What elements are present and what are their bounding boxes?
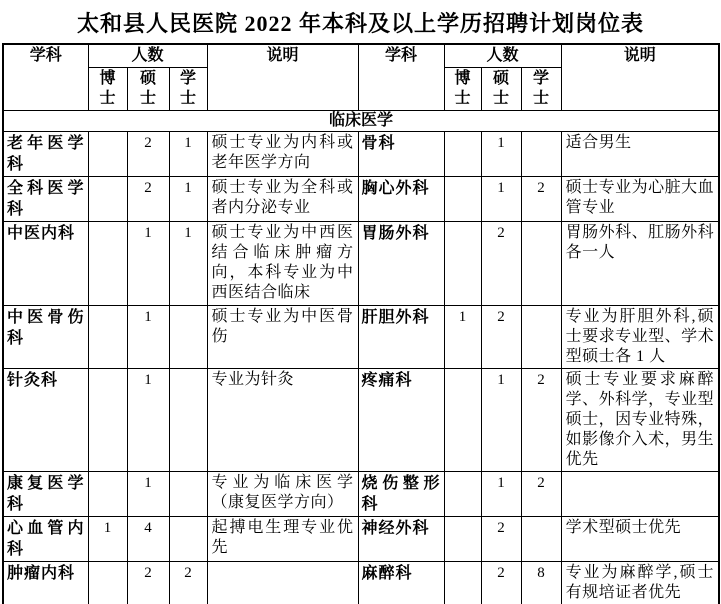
header-count-left: 人数 — [88, 44, 207, 68]
header-note-left: 说明 — [207, 44, 358, 111]
phd-count-cell — [444, 472, 481, 517]
table-row — [3, 517, 719, 562]
table-row — [3, 369, 719, 472]
phd-count-cell — [88, 222, 127, 306]
page-title: 太和县人民医院 2022 年本科及以上学历招聘计划岗位表 — [76, 11, 644, 36]
subject-cell: 疼痛科 — [358, 369, 444, 472]
bachelor-count-cell — [169, 369, 207, 472]
note-cell: 胃肠外科、肛肠外科各一人 — [561, 222, 719, 306]
phd-count-cell — [88, 562, 127, 604]
header-note-right: 说明 — [561, 44, 719, 111]
header-count-right: 人数 — [444, 44, 561, 68]
master-count-cell: 2 — [481, 562, 521, 604]
bachelor-count-cell — [521, 306, 561, 369]
header-bachelor-left-label: 学士 — [180, 70, 197, 107]
bachelor-count-cell — [521, 132, 561, 177]
phd-count-cell — [444, 562, 481, 604]
bachelor-count-cell: 1 — [169, 177, 207, 222]
subject-cell: 中医内科 — [3, 222, 88, 306]
phd-count-cell: 1 — [444, 306, 481, 369]
bachelor-count-cell: 2 — [521, 472, 561, 517]
master-count-cell: 2 — [481, 222, 521, 306]
recruitment-table — [2, 43, 720, 604]
subject-cell: 肿瘤内科 — [3, 562, 88, 604]
table-row — [3, 562, 719, 604]
phd-count-cell — [88, 472, 127, 517]
phd-count-cell — [444, 517, 481, 562]
note-cell: 硕士专业要求麻醉学、外科学，专业型硕士，因专业特殊，如影像介入术，男生优先 — [561, 369, 719, 472]
master-count-cell: 1 — [481, 472, 521, 517]
note-cell: 硕士专业为中医骨伤 — [207, 306, 358, 369]
header-subject-left: 学科 — [3, 44, 88, 111]
bachelor-count-cell — [169, 306, 207, 369]
note-cell: 专业为肝胆外科,硕士要求专业型、学术型硕士各 1 人 — [561, 306, 719, 369]
subject-cell: 针灸科 — [3, 369, 88, 472]
table-row — [3, 472, 719, 517]
note-cell: 专业为针灸 — [207, 369, 358, 472]
header-master-right — [481, 68, 521, 111]
subject-cell: 神经外科 — [358, 517, 444, 562]
bachelor-count-cell: 2 — [169, 562, 207, 604]
header-master-left — [127, 68, 169, 111]
header-master-left-label: 硕士 — [139, 70, 156, 107]
master-count-cell: 1 — [127, 222, 169, 306]
subject-cell: 胃肠外科 — [358, 222, 444, 306]
subject-cell: 心血管内科 — [3, 517, 88, 562]
table-row — [3, 177, 719, 222]
header-master-right-label: 硕士 — [493, 70, 510, 107]
header-phd-left-label: 博士 — [99, 70, 116, 107]
master-count-cell: 2 — [481, 306, 521, 369]
phd-count-cell — [444, 177, 481, 222]
bachelor-count-cell: 1 — [169, 222, 207, 306]
bachelor-count-cell: 2 — [521, 177, 561, 222]
phd-count-cell — [444, 369, 481, 472]
header-bachelor-right-label: 学士 — [533, 70, 550, 107]
master-count-cell: 1 — [481, 132, 521, 177]
bachelor-count-cell — [521, 222, 561, 306]
subject-cell: 老年医学科 — [3, 132, 88, 177]
note-cell: 硕士专业为中西医结合临床肿瘤方向，本科专业为中西医结合临床 — [207, 222, 358, 306]
phd-count-cell — [88, 132, 127, 177]
note-cell: 学术型硕士优先 — [561, 517, 719, 562]
note-cell: 硕士专业为内科或老年医学方向 — [207, 132, 358, 177]
master-count-cell: 2 — [481, 517, 521, 562]
header-phd-left — [88, 68, 127, 111]
table-row — [3, 222, 719, 306]
phd-count-cell — [444, 132, 481, 177]
subject-cell: 全科医学科 — [3, 177, 88, 222]
master-count-cell: 1 — [127, 369, 169, 472]
header-bachelor-right — [521, 68, 561, 111]
phd-count-cell: 1 — [88, 517, 127, 562]
subject-cell: 中医骨伤科 — [3, 306, 88, 369]
subject-cell: 麻醉科 — [358, 562, 444, 604]
section-row — [3, 111, 719, 132]
header-phd-right — [444, 68, 481, 111]
header-row-1 — [3, 44, 719, 68]
phd-count-cell — [444, 222, 481, 306]
master-count-cell: 4 — [127, 517, 169, 562]
master-count-cell: 1 — [481, 177, 521, 222]
bachelor-count-cell — [169, 472, 207, 517]
subject-cell: 烧伤整形科 — [358, 472, 444, 517]
bachelor-count-cell — [169, 517, 207, 562]
note-cell: 硕士专业为心脏大血管专业 — [561, 177, 719, 222]
note-cell: 起搏电生理专业优先 — [207, 517, 358, 562]
phd-count-cell — [88, 177, 127, 222]
subject-cell: 骨科 — [358, 132, 444, 177]
note-cell — [207, 562, 358, 604]
note-cell — [561, 472, 719, 517]
bachelor-count-cell — [521, 517, 561, 562]
subject-cell: 胸心外科 — [358, 177, 444, 222]
master-count-cell: 2 — [127, 177, 169, 222]
bachelor-count-cell: 8 — [521, 562, 561, 604]
bachelor-count-cell: 1 — [169, 132, 207, 177]
header-bachelor-left — [169, 68, 207, 111]
bachelor-count-cell: 2 — [521, 369, 561, 472]
subject-cell: 康复医学科 — [3, 472, 88, 517]
note-cell: 专业为临床医学（康复医学方向） — [207, 472, 358, 517]
section-header: 临床医学 — [3, 111, 719, 132]
master-count-cell: 1 — [481, 369, 521, 472]
master-count-cell: 1 — [127, 306, 169, 369]
table-row — [3, 306, 719, 369]
note-cell: 适合男生 — [561, 132, 719, 177]
master-count-cell: 2 — [127, 562, 169, 604]
phd-count-cell — [88, 306, 127, 369]
master-count-cell: 1 — [127, 472, 169, 517]
header-subject-right: 学科 — [358, 44, 444, 111]
header-phd-right-label: 博士 — [454, 70, 471, 107]
subject-cell: 肝胆外科 — [358, 306, 444, 369]
note-cell: 专业为麻醉学,硕士有规培证者优先 — [561, 562, 719, 604]
note-cell: 硕士专业为全科或者内分泌专业 — [207, 177, 358, 222]
phd-count-cell — [88, 369, 127, 472]
table-row — [3, 132, 719, 177]
master-count-cell: 2 — [127, 132, 169, 177]
